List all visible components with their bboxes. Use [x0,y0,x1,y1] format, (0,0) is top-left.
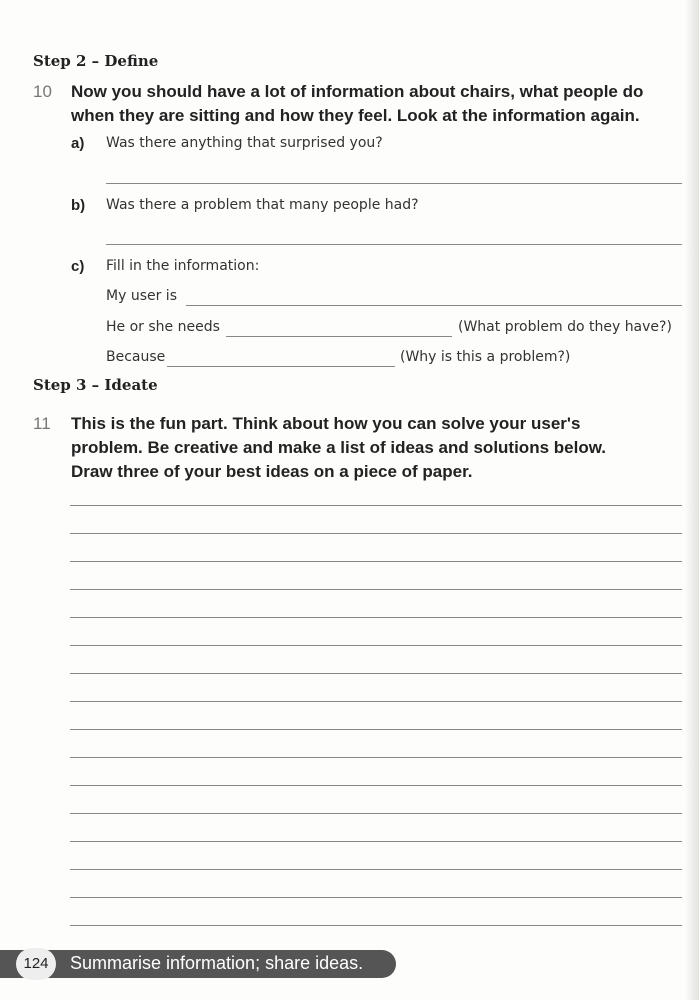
question-11-line: This is the fun part. Think about how you can solve your user's [71,414,581,433]
because-hint: (Why is this a problem?) [400,349,571,365]
writing-line[interactable] [70,533,682,534]
needs-label: He or she needs [106,319,220,335]
writing-line[interactable] [70,869,682,870]
needs-hint: (What problem do they have?) [458,319,672,335]
because-label: Because [106,349,166,365]
writing-line[interactable] [70,757,682,758]
question-10-line: when they are sitting and how they feel. Look at the information again. [71,106,640,125]
writing-line[interactable] [70,729,682,730]
writing-line[interactable] [70,813,682,814]
writing-line[interactable] [70,505,682,506]
writing-line[interactable] [70,785,682,786]
question-11-text [71,412,691,484]
writing-line[interactable] [70,645,682,646]
because-line[interactable] [167,366,395,367]
writing-line[interactable] [70,673,682,674]
writing-line[interactable] [70,701,682,702]
writing-line[interactable] [70,841,682,842]
page-edge-shadow [685,0,699,1000]
writing-line[interactable] [70,589,682,590]
question-10-text [71,80,699,128]
question-number-11: 11 [33,414,51,433]
answer-line-b[interactable] [106,244,682,245]
sub-label-a: a) [71,135,85,152]
sub-label-c: c) [71,258,85,275]
question-c-text: Fill in the information: [106,258,260,274]
writing-line[interactable] [70,617,682,618]
question-number-10: 10 [33,82,52,101]
question-11-line: Draw three of your best ideas on a piece of paper. [71,462,473,481]
my-user-line[interactable] [186,305,682,306]
writing-line[interactable] [70,897,682,898]
question-11-line: problem. Be creative and make a list of ideas and solutions below. [71,438,607,457]
needs-line[interactable] [226,336,452,337]
sub-label-b: b) [71,197,86,214]
step-2-heading: Step 2 – Define [33,52,159,70]
answer-line-a[interactable] [106,183,682,184]
page-number: 124 [16,948,56,980]
question-b-text: Was there a problem that many people had? [106,197,419,213]
footer-text: Summarise information; share ideas. [70,953,364,973]
writing-line[interactable] [70,925,682,926]
question-10-line: Now you should have a lot of information about chairs, what people do [71,82,644,101]
step-3-heading: Step 3 – Ideate [33,376,158,394]
my-user-label: My user is [106,288,177,304]
writing-line[interactable] [70,561,682,562]
question-a-text: Was there anything that surprised you? [106,135,383,151]
